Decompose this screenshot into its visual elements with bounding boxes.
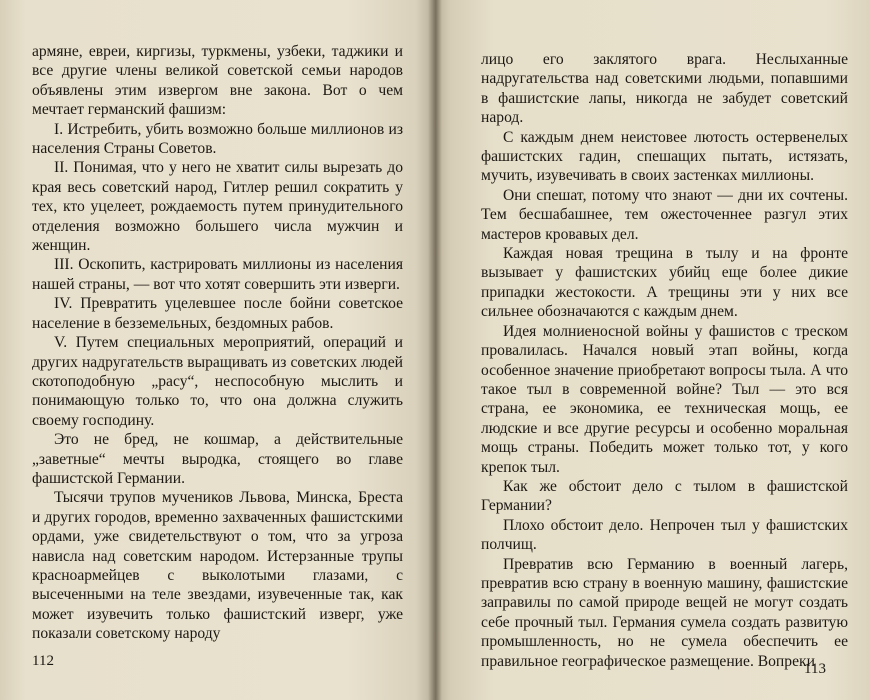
paragraph: Каждая новая трещина в тылу и на фронте вызывает у фашистских убийц еще более дикие припадки жестокости. А трещины эти у них все сильнее обозначаются с каждым днем. [481, 245, 848, 321]
right-page [433, 0, 870, 700]
paragraph: Это не бред, не кошмар, а действительные „заветные“ мечты выродка, стоящего во главе фашистской Германии. [32, 431, 403, 487]
page-number: 112 [32, 653, 54, 669]
paragraph: III. Оскопить, кастрировать миллионы из населения нашей страны, — вот что хотят совершить эти изверги. [32, 256, 403, 293]
paragraph: IV. Превратить уцелевшее после бойни советское население в безземельных, бездомных рабов. [32, 295, 403, 332]
page-number: 113 [804, 661, 826, 677]
paragraph: лицо его заклятого врага. Неслыханные надругательства над советскими людьми, попавшими в фашистские лапы, никогда не забудет советский народ. [481, 51, 848, 127]
paragraph: Как же обстоит дело с тылом в фашистской Германии? [481, 477, 848, 515]
paragraph: II. Понимая, что у него не хватит силы вырезать до края весь советский народ, Гитлер решил сократить у тех, кто уцелеет, рождаемость путем принудительного отделения возможно большего числа мужчин и женщин. [32, 159, 403, 255]
paragraph: Они спешат, потому что знают — дни их сочтены. Тем бесшабашнее, тем ожесточеннее разгул этих мастеров кровавых дел. [481, 186, 848, 243]
paragraph: I. Истребить, убить возможно больше миллионов из населения Страны Советов. [32, 120, 403, 158]
paragraph: Превратив всю Германию в военный лагерь, превратив всю страну в военную машину, фашистские заправилы по самой природе вещей не могут создать себе прочный тыл. Германия сумела создать развитую промышленность, но не сумела обеспечить ее правильное географическое размещение. Вопреки [481, 555, 848, 670]
paragraph: армяне, евреи, киргизы, туркмены, узбеки, таджики и все другие члены великой советской семьи народов объявлены этим извергом вне закона. Вот о чем мечтает германский фашизм: [32, 43, 403, 119]
paragraph: Плохо обстоит дело. Непрочен тыл у фашистских полчищ. [481, 516, 848, 554]
paragraph: Тысячи трупов мучеников Львова, Минска, Бреста и других городов, временно захваченных фашистскими ордами, уже свидетельствуют о том, что за угроза нависла над советским народом. Истерзанные трупы красноармейцев с выколотыми глазами, с высеченными на теле звездами, изувеченные так, как может изувечить только фашистский изверг, уже показали советскому народу [32, 489, 403, 643]
paragraph: С каждым днем неистовее лютость остервенелых фашистских гадин, спешащих пытать, истязать, мучить, изувечивать в своих застенках миллионы. [481, 128, 848, 185]
paragraph: Идея молниеносной войны у фашистов с треском провалилась. Начался новый этап войны, когда особенное значение приобретают вопросы тыла. А что такое тыл в современной войне? Тыл — это вся страна, ее экономика, ее техническая мощь, ее людские и все другие ресурсы и особенно моральная мощь страны. Победить может только тот, у кого крепок тыл. [481, 322, 848, 476]
paragraph: V. Путем специальных мероприятий, операций и других надругательств выращивать из советских людей скотоподобную „расу“, неспособную мыслить и понимающую только то, что она должна служить своему господину. [32, 334, 403, 429]
left-page [0, 0, 433, 700]
